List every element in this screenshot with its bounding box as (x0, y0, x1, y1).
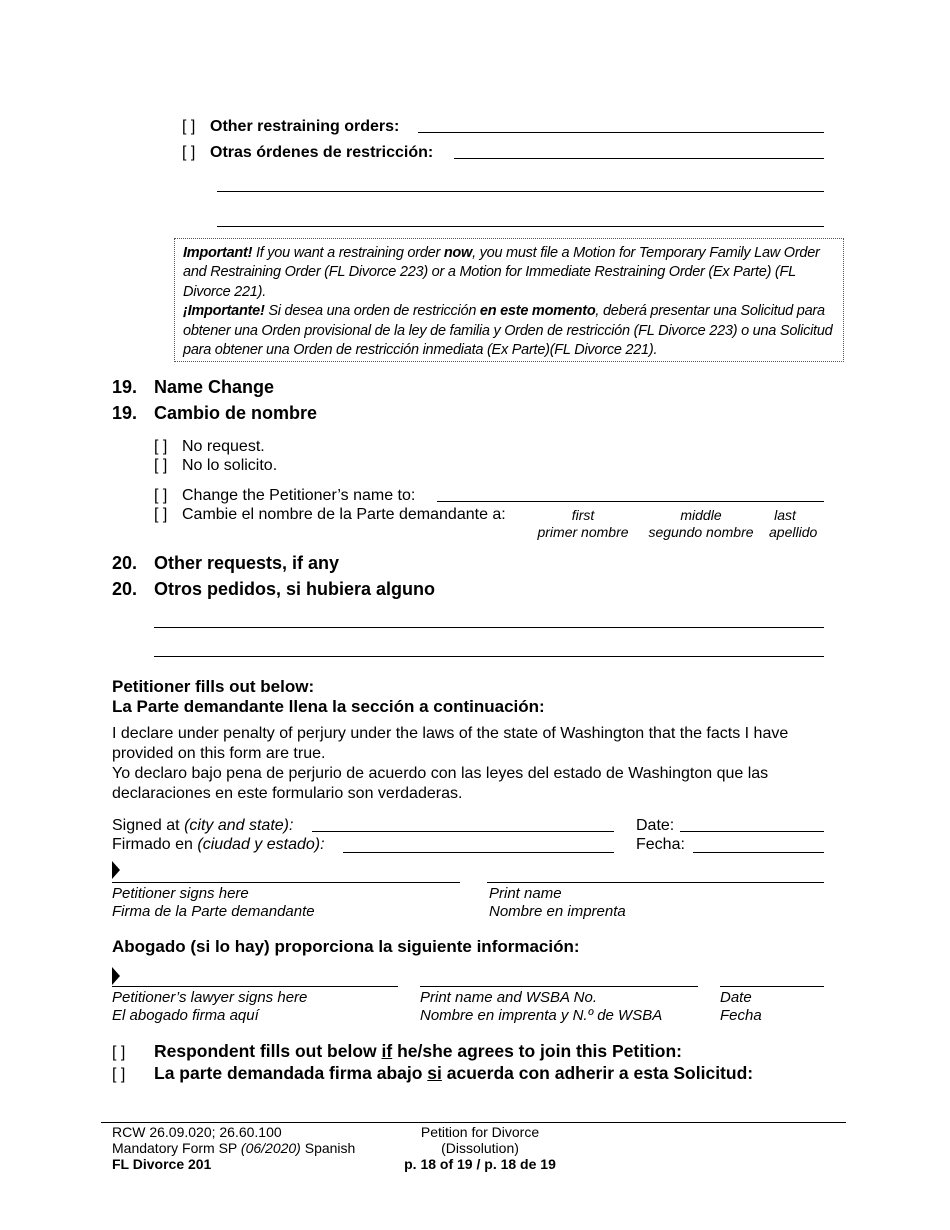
lawyer-print-es: Nombre en imprenta y N.º de WSBA (420, 1007, 663, 1024)
footer-mandatory-date: (06/2020) (240, 1140, 301, 1156)
footer-form-number: FL Divorce 201 (112, 1156, 212, 1172)
signed-at-label-en (112, 816, 293, 835)
respondent-line-es (154, 1063, 753, 1084)
checkbox-change-name-es[interactable]: [ ] (154, 506, 168, 523)
other-restraining-line-es[interactable] (454, 158, 824, 159)
date-line[interactable] (680, 831, 824, 832)
section-20-title-en: Other requests, if any (154, 553, 340, 573)
declaration-es: Yo declaro bajo pena de perjurio de acuerdo con las leyes del estado de Washington que las declaraciones en este formulario son verdaderas. (112, 765, 769, 802)
footer-rule (101, 1122, 846, 1123)
other-requests-line-1[interactable] (154, 627, 824, 628)
firmado-en-ciudad: (ciudad y estado): (197, 836, 325, 853)
lawyer-date-line[interactable] (720, 986, 824, 987)
footer-title-1: Petition for Divorce (420, 1124, 540, 1140)
firmado-en-text: Firmado en (112, 836, 198, 853)
important-text-es-2: , deberá presentar una Solicitud para obtener una Orden provisional de la ley de familia y Orden de restricción (FL Divorce 223) o una Solicitud para obtener una Orden de restricción inmediata (Ex Parte)(FL Divorce 221). (183, 303, 833, 359)
fecha-line[interactable] (693, 852, 824, 853)
sign-here-arrow-icon (112, 861, 120, 879)
lawyer-print-en: Print name and WSBA No. (420, 989, 598, 1006)
date-label-en: Date: (636, 817, 675, 834)
last-name-label-en: last (774, 507, 796, 523)
respondent-es-a: La parte demandada firma abajo (154, 1063, 428, 1083)
first-name-label-es: primer nombre (537, 524, 629, 540)
respondent-en-a: Respondent fills out below (154, 1041, 382, 1061)
section-20-number: 20. (112, 553, 138, 573)
petitioner-print-name-line[interactable] (487, 882, 824, 883)
footer-mandatory (112, 1140, 355, 1157)
footer-page-number: p. 18 of 19 / p. 18 de 19 (404, 1156, 556, 1172)
declaration-en: I declare under penalty of perjury under the laws of the state of Washington that the facts I have provided on this form are true. (112, 725, 789, 762)
important-text-en-1: If you want a restraining order (252, 245, 444, 261)
checkbox-no-request-es[interactable]: [ ] (154, 457, 168, 474)
respondent-es-b: acuerda con adherir a esta Solicitud: (441, 1063, 754, 1083)
restraining-extra-line-1[interactable] (217, 191, 824, 192)
restraining-extra-line-2[interactable] (217, 226, 824, 227)
lawyer-date-en: Date (720, 989, 752, 1006)
print-name-en: Print name (489, 885, 562, 902)
respondent-es-si: si (427, 1063, 442, 1083)
petitioner-signs-es: Firma de la Parte demandante (112, 903, 315, 920)
petitioner-heading-es: La Parte demandante llena la sección a continuación: (112, 697, 545, 716)
new-name-line[interactable] (437, 501, 824, 502)
respondent-en-if: if (381, 1041, 393, 1061)
lawyer-signature-line[interactable] (112, 986, 398, 987)
lawyer-signs-es: El abogado firma aquí (112, 1007, 259, 1024)
lawyer-print-name-line[interactable] (420, 986, 698, 987)
section-19-title-es: Cambio de nombre (154, 403, 318, 423)
respondent-line-en (154, 1041, 682, 1062)
date-label-es: Fecha: (636, 836, 685, 853)
footer-mandatory-a: Mandatory Form SP (112, 1140, 241, 1156)
other-restraining-label-es: Otras órdenes de restricción: (210, 144, 434, 161)
other-restraining-label-en: Other restraining orders: (210, 118, 400, 135)
other-requests-line-2[interactable] (154, 656, 824, 657)
petitioner-signs-en: Petitioner signs here (112, 885, 249, 902)
checkbox-otras-restriccion[interactable]: [ ] (182, 144, 196, 161)
section-19-title-en: Name Change (154, 377, 275, 397)
lawyer-date-es: Fecha (720, 1007, 762, 1024)
respondent-en-b: he/she agrees to join this Petition: (392, 1041, 682, 1061)
section-20-title-es: Otros pedidos, si hubiera alguno (154, 579, 436, 599)
print-name-es: Nombre en imprenta (489, 903, 626, 920)
middle-name-label-es: segundo nombre (648, 524, 754, 540)
important-lead-es: ¡Importante! (183, 303, 265, 320)
footer-mandatory-b: Spanish (300, 1140, 356, 1156)
middle-name-label-en: middle (680, 507, 722, 523)
signed-at-line[interactable] (312, 831, 614, 832)
lawyer-signs-en: Petitioner’s lawyer signs here (112, 989, 308, 1006)
no-request-es: No lo solicito. (182, 457, 278, 474)
change-name-en: Change the Petitioner’s name to: (182, 487, 416, 504)
footer-title-2: (Dissolution) (441, 1140, 519, 1156)
important-text-es-1: Si desea una orden de restricción (264, 303, 480, 320)
checkbox-respondent-es[interactable]: [ ] (112, 1066, 126, 1083)
important-text-en-2: , you must file a Motion for Temporary Family Law Order and Restraining Order (FL Divorce 223) or a Motion for Immediate Restraining Order (Ex Parte) (FL Divorce 221). (183, 245, 820, 300)
signed-at-city-state: (city and state): (184, 817, 294, 834)
signed-at-text: Signed at (112, 817, 185, 834)
lawyer-sign-arrow-icon (112, 967, 120, 985)
no-request-en: No request. (182, 438, 265, 455)
section-19-number-es: 19. (112, 403, 138, 423)
last-name-label-es: apellido (769, 524, 818, 540)
important-note-box (174, 238, 844, 362)
section-19-number: 19. (112, 377, 138, 397)
other-restraining-line-en[interactable] (418, 132, 824, 133)
firmado-en-line[interactable] (343, 852, 614, 853)
signed-at-label-es (112, 835, 325, 854)
important-lead-en: Important! (183, 245, 253, 261)
first-name-label-en: first (571, 507, 595, 523)
lawyer-heading-es: Abogado (si lo hay) proporciona la siguiente información: (112, 937, 580, 956)
petitioner-heading-en: Petitioner fills out below: (112, 677, 315, 696)
important-bold-es: en este momento (479, 303, 596, 320)
footer-rcw: RCW 26.09.020; 26.60.100 (112, 1124, 282, 1140)
petitioner-signature-line[interactable] (112, 882, 460, 883)
change-name-es: Cambie el nombre de la Parte demandante a: (182, 506, 506, 523)
checkbox-respondent-en[interactable]: [ ] (112, 1044, 126, 1061)
checkbox-no-request[interactable]: [ ] (154, 438, 168, 455)
important-bold-en: now (443, 245, 473, 261)
section-20-number-es: 20. (112, 579, 138, 599)
checkbox-change-name[interactable]: [ ] (154, 487, 168, 504)
checkbox-other-restraining[interactable]: [ ] (182, 118, 196, 135)
